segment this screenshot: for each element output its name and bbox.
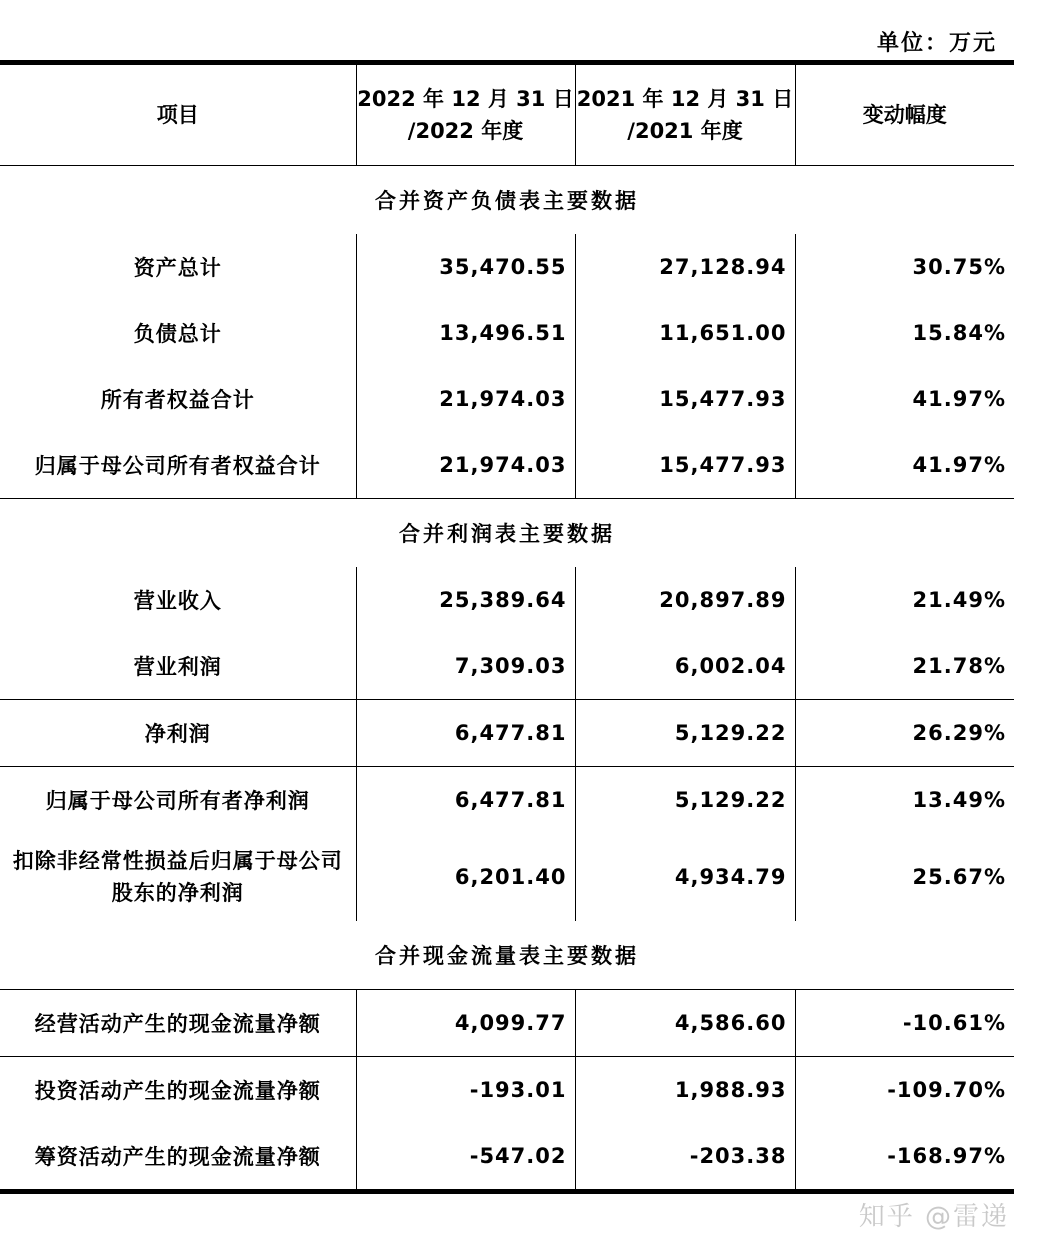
value-change: 15.84%: [795, 300, 1014, 366]
table-row: [0, 700, 1014, 767]
value-change: -168.97%: [795, 1123, 1014, 1192]
value-2022: -193.01: [356, 1057, 575, 1124]
header-2021-line1: 2021 年 12 月 31 日: [576, 87, 794, 111]
value-2022: 35,470.55: [356, 234, 575, 300]
header-change: 变动幅度: [795, 63, 1014, 166]
value-2021: 15,477.93: [575, 432, 795, 499]
value-2022: 7,309.03: [356, 633, 575, 700]
value-2021: 5,129.22: [575, 700, 795, 767]
table-row: [0, 366, 1014, 432]
value-2021: 20,897.89: [575, 567, 795, 633]
row-label: 负债总计: [133, 322, 222, 346]
header-2022-line1: 2022 年 12 月 31 日: [357, 87, 574, 111]
row-label: 归属于母公司所有者权益合计: [0, 432, 356, 499]
value-change: 25.67%: [795, 833, 1014, 921]
value-2021: 1,988.93: [575, 1057, 795, 1124]
value-2022: 13,496.51: [356, 300, 575, 366]
value-change: 13.49%: [795, 767, 1014, 834]
row-label: 投资活动产生的现金流量净额: [34, 1079, 321, 1103]
value-change: 21.49%: [795, 567, 1014, 633]
table-row: [0, 432, 1014, 499]
financial-summary-table: [0, 60, 1014, 1194]
value-2022: 6,201.40: [356, 833, 575, 921]
table-row: [0, 833, 1014, 921]
row-label: 筹资活动产生的现金流量净额: [34, 1145, 321, 1169]
table-row: [0, 633, 1014, 700]
value-change: -10.61%: [795, 990, 1014, 1057]
value-2021: 5,129.22: [575, 767, 795, 834]
value-2021: -203.38: [575, 1123, 795, 1192]
value-2021: 11,651.00: [575, 300, 795, 366]
unit-label: 单位：万元: [876, 31, 997, 56]
watermark: 知乎 @雷递: [858, 1202, 1009, 1232]
value-2022: 6,477.81: [356, 767, 575, 834]
table-row: [0, 990, 1014, 1057]
table-header-row: [0, 63, 1014, 166]
value-change: 41.97%: [795, 432, 1014, 499]
value-2022: 25,389.64: [356, 567, 575, 633]
value-2021: 6,002.04: [575, 633, 795, 700]
value-2021: 15,477.93: [575, 366, 795, 432]
value-change: 30.75%: [795, 234, 1014, 300]
table-row: [0, 1123, 1014, 1192]
value-2021: 27,128.94: [575, 234, 795, 300]
value-change: -109.70%: [795, 1057, 1014, 1124]
table-row: [0, 234, 1014, 300]
section-row-cashflow: [0, 921, 1014, 990]
section-row-balance: [0, 166, 1014, 235]
value-2022: 21,974.03: [356, 366, 575, 432]
value-2021: 4,934.79: [575, 833, 795, 921]
section-title-cashflow: 合并现金流量表主要数据: [0, 921, 1014, 990]
row-label: 归属于母公司所有者净利润: [45, 789, 310, 813]
section-title-balance: 合并资产负债表主要数据: [375, 189, 639, 213]
value-2021: 4,586.60: [575, 990, 795, 1057]
header-2022-line2: /2022 年度: [407, 119, 524, 143]
header-2021-line2: /2021 年度: [627, 119, 743, 143]
value-2022: 6,477.81: [356, 700, 575, 767]
row-label: 营业利润: [0, 633, 356, 700]
row-label: 所有者权益合计: [100, 388, 255, 412]
table-row: [0, 767, 1014, 834]
header-2021: [575, 63, 795, 166]
row-label: 经营活动产生的现金流量净额: [0, 990, 356, 1057]
value-2022: 21,974.03: [356, 432, 575, 499]
value-2022: 4,099.77: [356, 990, 575, 1057]
row-label: 扣除非经常性损益后归属于母公司股东的净利润: [12, 849, 343, 905]
table-row: [0, 1057, 1014, 1124]
section-row-income: [0, 499, 1014, 568]
value-2022: -547.02: [356, 1123, 575, 1192]
value-change: 26.29%: [795, 700, 1014, 767]
row-label: 营业收入: [133, 589, 222, 613]
table-row: [0, 300, 1014, 366]
row-label: 净利润: [0, 700, 356, 767]
table-row: [0, 567, 1014, 633]
row-label: 资产总计: [133, 256, 222, 280]
header-item: 项目: [0, 63, 356, 166]
value-change: 41.97%: [795, 366, 1014, 432]
section-title-income: 合并利润表主要数据: [399, 522, 615, 546]
value-change: 21.78%: [795, 633, 1014, 700]
header-2022: [356, 63, 575, 166]
